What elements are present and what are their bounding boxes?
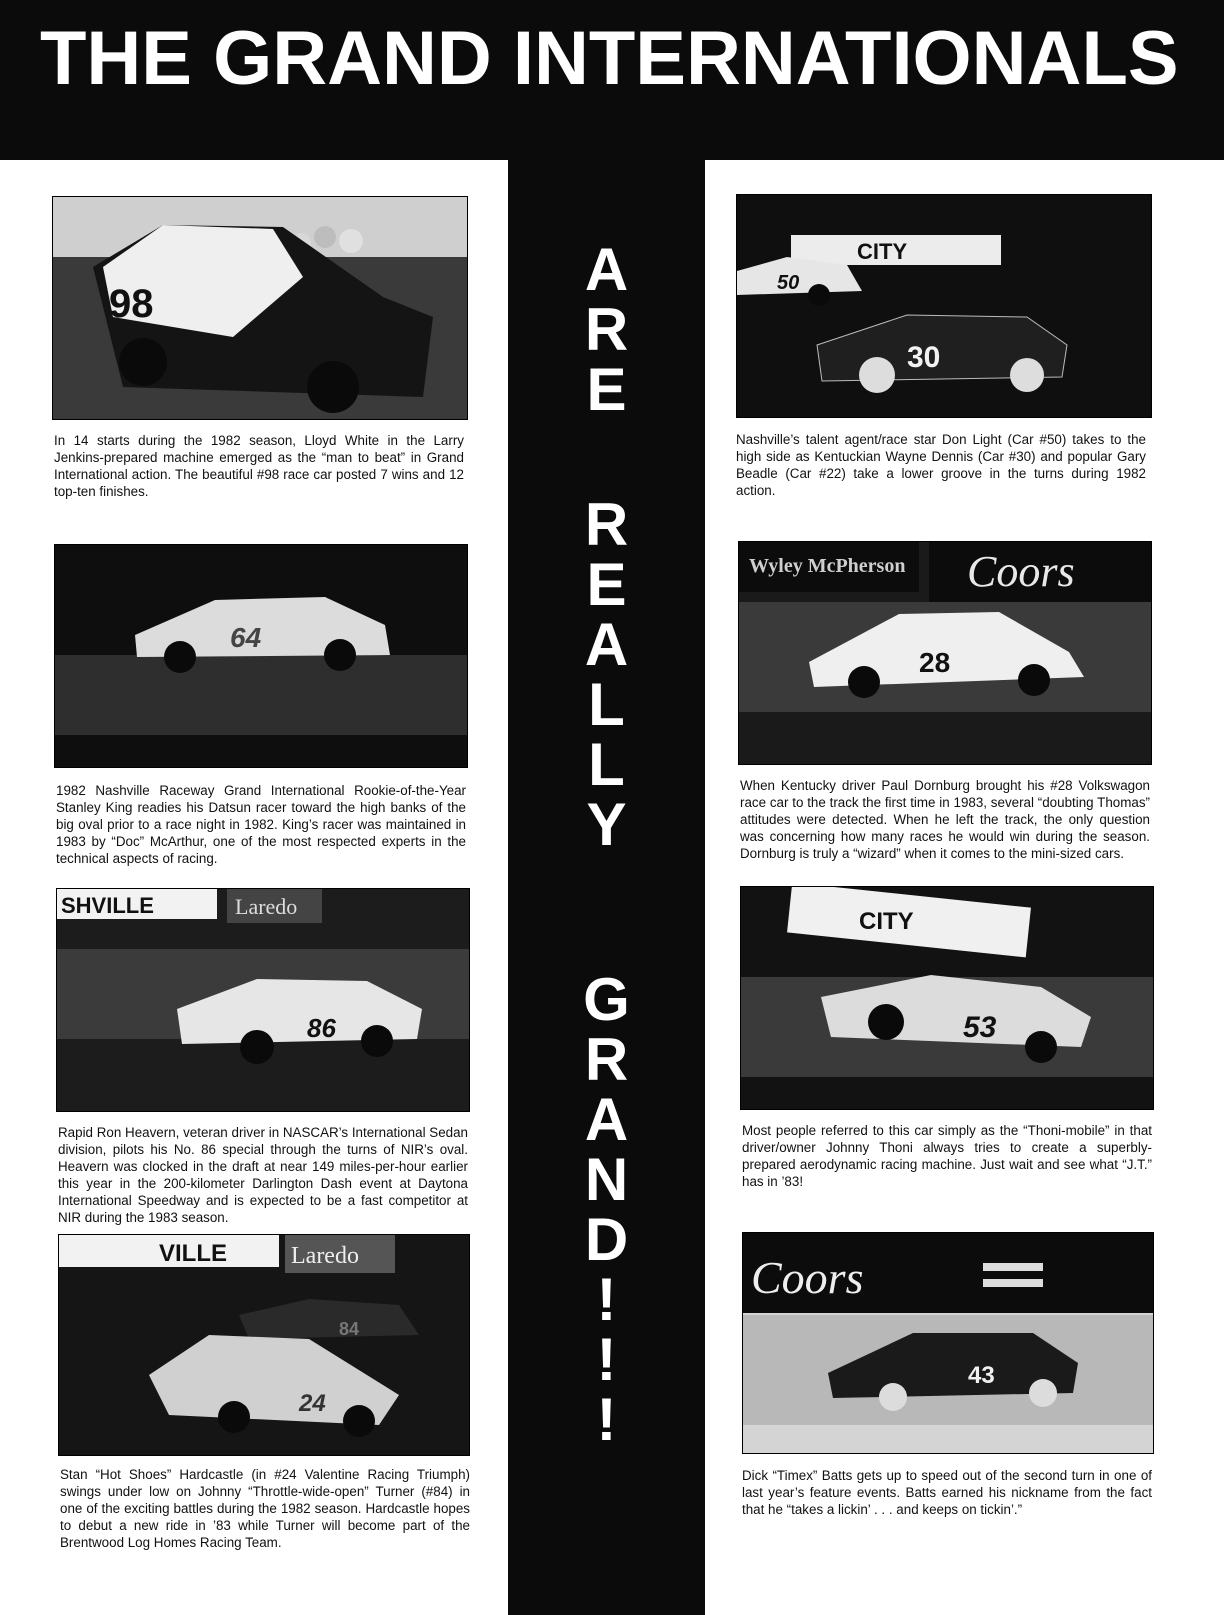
slogan-letter: Y [586,791,627,858]
slogan-letter: A [584,236,629,303]
signage-ville: VILLE [159,1240,228,1267]
caption-photo-7: Most people referred to this car simply as the “Thoni-mobile” in that driver/owner Johnny Thoni always tries to create a superbly-prepared aerodynamic racing machine. Just wait and see what “J.T.” has in ’83! [742,1123,1152,1189]
slogan-letter: N [584,1146,629,1213]
slogan-letter: R [584,491,629,558]
slogan-letter: A [584,611,629,678]
signage-coors: Coors [967,547,1075,596]
caption-photo-4: Stan “Hot Shoes” Hardcastle (in #24 Valentine Racing Triumph) swings under low on Johnny “Throttle-wide-open” Turner (#84) in one of the exciting battles during the 1982 season. Hardcastle hopes to debut a new ride in ’83 while Turner will become part of the Brentwood Log Homes Racing Team. [60,1467,470,1550]
photo-car-53 [740,886,1154,1110]
caption-photo-1: In 14 starts during the 1982 season, Lloyd White in the Larry Jenkins-prepared machine emerged as the “man to beat” in Grand International action. The beautiful #98 race car posted 7 wins and 12 top-ten finishes. [54,433,464,499]
slogan-letter: ! [596,1326,617,1393]
slogan-letter: R [584,1026,629,1093]
car-number-50: 50 [777,272,800,294]
signage-coors: Coors [751,1252,864,1303]
photo-car-98 [52,196,468,420]
slogan-letter: ! [596,1386,617,1453]
slogan-letter: E [586,356,627,423]
car-number-53: 53 [963,1011,997,1044]
signage-city: CITY [857,239,908,264]
signage-city: CITY [859,908,914,935]
signage-laredo: Laredo [235,894,298,919]
photo-car-64 [54,544,468,768]
slogan-letter: D [584,1206,629,1273]
title-banner [0,0,1224,160]
page-title: THE GRAND INTERNATIONALS [40,16,1179,101]
caption-photo-5: Nashville’s talent agent/race star Don Light (Car #50) takes to the high side as Kentuckian Wayne Dennis (Car #30) and popular Gary Beadle (Car #22) take a lower groove in the turns during 1982 action. [736,432,1146,498]
slogan-letter: A [584,1086,629,1153]
slogan-letter: ! [596,1266,617,1333]
photo-car-28 [738,541,1152,765]
vertical-slogan-bar [508,160,705,1615]
photo-car-24 [58,1234,470,1456]
slogan-letter: G [583,966,630,1033]
car-number-86: 86 [307,1013,336,1043]
car-number-43: 43 [968,1362,995,1389]
car-number-84: 84 [339,1319,360,1339]
car-number-28: 28 [919,647,951,678]
slogan-letter: R [584,296,629,363]
caption-photo-6: When Kentucky driver Paul Dornburg brought his #28 Volkswagon race car to the track the first time in 1983, several “doubting Thomas” attitudes were detected. When he left the track, the only question was concerning how many races he would win during the season. Dornburg is truly a “wizard” when it comes to the mini-sized cars. [740,778,1150,861]
signage-nashville: SHVILLE [61,893,154,918]
caption-photo-8: Dick “Timex” Batts gets up to speed out of the second turn in one of last year’s feature events. Batts earned his nickname from the fact that he “takes a lickin’ . . . and keeps on tickin’.” [742,1468,1152,1517]
slogan-letter: E [586,551,627,618]
caption-photo-2: 1982 Nashville Raceway Grand International Rookie-of-the-Year Stanley King readies his Datsun racer toward the high banks of the big oval prior to a race night in 1982. King’s racer was maintained in 1983 by “Doc” McArthur, one of the most respected experts in the technical aspects of racing. [56,783,466,866]
slogan-letter: L [588,731,625,798]
car-number-98: 98 [109,282,154,326]
car-number-64: 64 [230,622,262,653]
signage-wyley-mcpherson: Wyley McPherson [749,555,906,577]
photo-car-86 [56,888,470,1112]
slogan-letter: L [588,671,625,738]
caption-photo-3: Rapid Ron Heavern, veteran driver in NASCAR’s International Sedan division, pilots his No. 86 special through the turns of NIR’s oval. Heavern was clocked in the draft at near 149 miles-per-hour earlier this year in the 200-kilometer Darlington Dash event at Daytona International Speedway and is expected to be a fast competitor at NIR during the 1983 season. [58,1125,468,1225]
photo-car-43 [742,1232,1154,1454]
car-number-24: 24 [299,1390,326,1417]
photo-car-30 [736,194,1152,418]
signage-laredo: Laredo [291,1243,359,1269]
car-number-30: 30 [907,341,941,374]
